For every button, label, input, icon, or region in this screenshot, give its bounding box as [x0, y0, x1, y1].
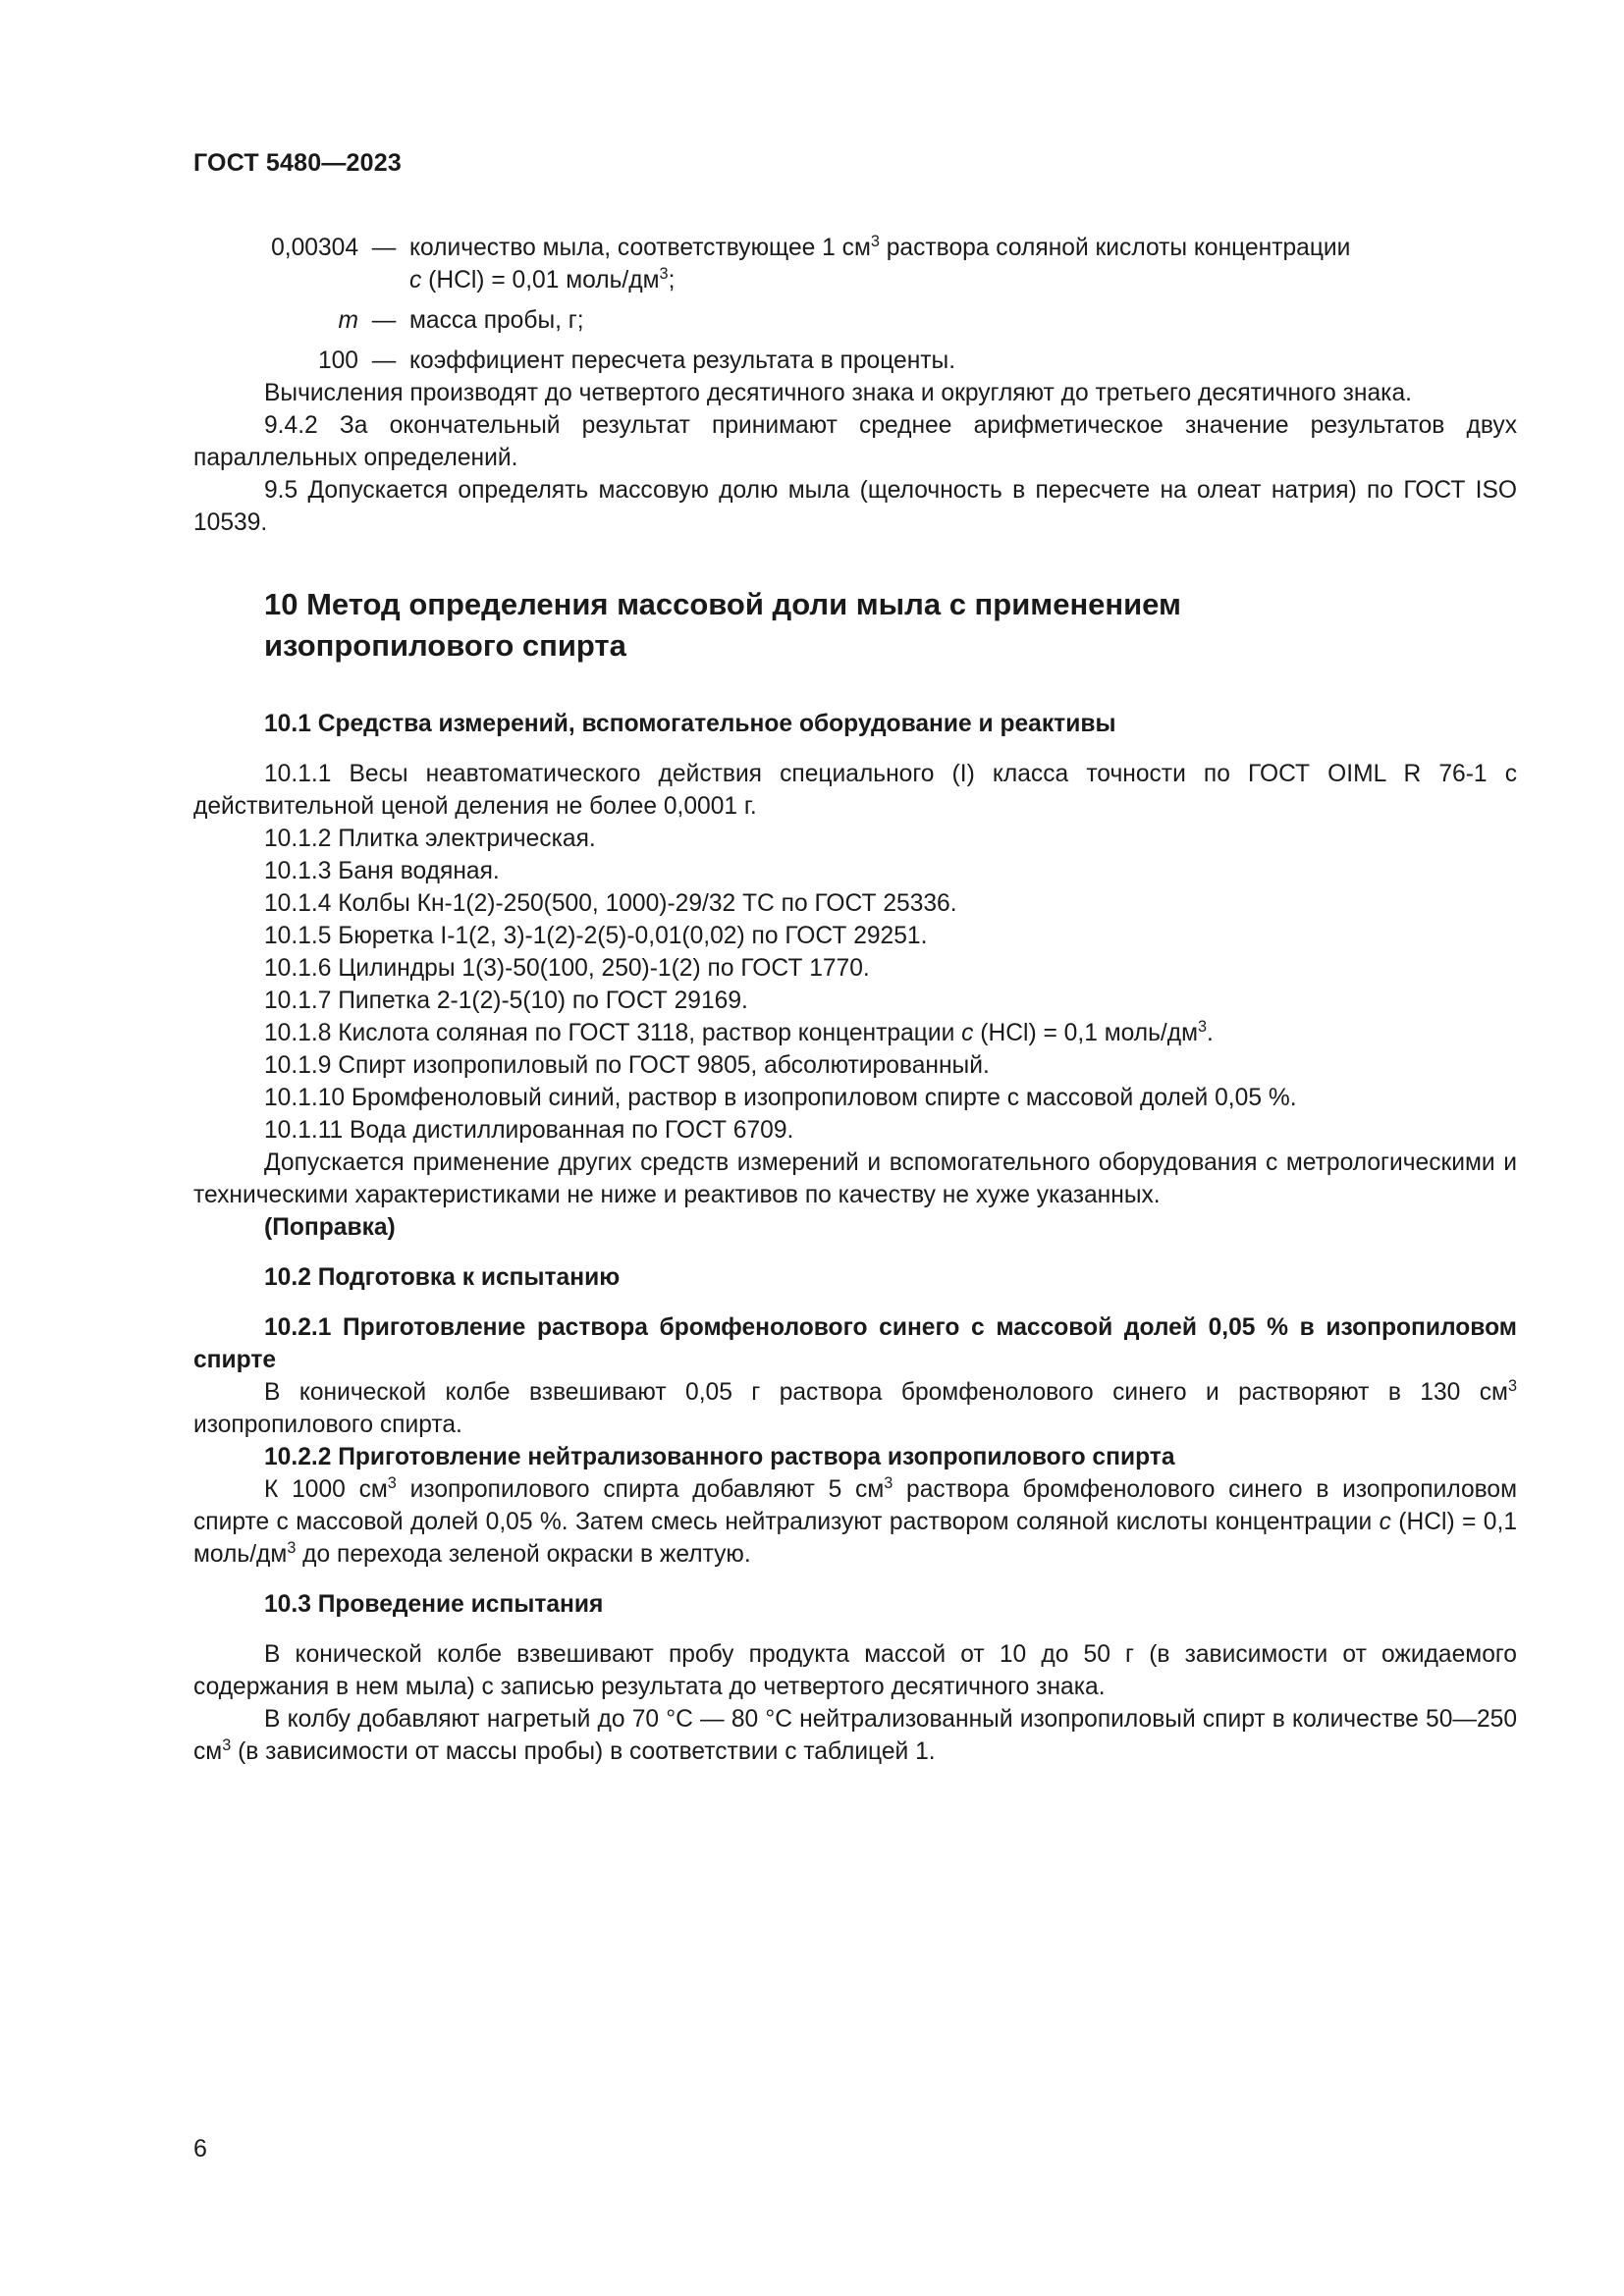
variable-c: c: [409, 267, 422, 294]
paragraph-text: раствора бромфенолового синего в изопропиловом спирте с массовой долей 0,05 %. Затем смесь нейтрализуют раствором соляной кислоты концентрации: [193, 1476, 1518, 1535]
superscript: 3: [659, 264, 669, 283]
paragraph-text: (в зависимости от массы пробы) в соответствии с таблицей 1.: [231, 1738, 936, 1765]
paragraph-allowed: Допускается применение других средств измерений и вспомогательного оборудования с метрологическими и техническими характеристиками не ниже и реактивов по качеству не хуже указанных.: [193, 1149, 1517, 1208]
paragraph-text: изопропилового спирта добавляют 5 см: [396, 1476, 885, 1503]
legend-dash: —: [371, 307, 397, 334]
paragraph-10-3-1: В конической колбе взвешивают пробу продукта массой от 10 до 50 г (в зависимости от ожидаемого содержания в нем мыла) с записью результата до четвертого десятичного знака.: [193, 1641, 1517, 1700]
legend-text: раствора соляной кислоты концентрации: [879, 235, 1351, 261]
superscript: 3: [387, 1473, 397, 1492]
paragraph-9-5: 9.5 Допускается определять массовую долю мыла (щелочность в пересчете на олеат натрия) по ГОСТ ISO 10539.: [193, 477, 1517, 536]
subsection-10-1-title: 10.1 Средства измерений, вспомогательное оборудование и реактивы: [264, 711, 1116, 737]
item-text: .: [1207, 1020, 1214, 1046]
page-content: [193, 232, 1517, 1768]
subsection-10-2-1-title: 10.2.1 Приготовление раствора бромфенолового синего с массовой долей 0,05 % в изопропиловом спирте: [193, 1314, 1517, 1373]
document-header: ГОСТ 5480—2023: [193, 149, 402, 177]
legend-definition: [409, 232, 1517, 296]
list-item: 10.1.5 Бюретка I-1(2, 3)-1(2)-2(5)-0,01(0,02) по ГОСТ 29251.: [264, 923, 928, 949]
list-item: 10.1.3 Баня водяная.: [264, 858, 500, 884]
variable-c: c: [961, 1020, 974, 1046]
item-text: (HCl) = 0,1 моль/дм: [973, 1020, 1199, 1046]
variable-c: c: [1379, 1509, 1391, 1535]
superscript: 3: [870, 232, 880, 250]
legend-dash: —: [371, 347, 397, 374]
list-item: 10.1.4 Колбы Кн-1(2)-250(500, 1000)-29/32 ТС по ГОСТ 25336.: [264, 890, 957, 917]
superscript: 3: [222, 1735, 232, 1754]
superscript: 3: [1507, 1376, 1517, 1395]
paragraph-text: В конической колбе взвешивают 0,05 г раствора бромфенолового синего и растворяют в 130 см: [264, 1379, 1508, 1406]
paragraph-text: К 1000 см: [264, 1476, 388, 1503]
legend-symbol: 100: [317, 347, 358, 374]
correction-note: (Поправка): [264, 1214, 396, 1241]
list-item: 10.1.2 Плитка электрическая.: [264, 826, 596, 852]
legend-text: количество мыла, соответствующее 1 см: [409, 235, 871, 261]
subsection-10-2-title: 10.2 Подготовка к испытанию: [264, 1264, 621, 1291]
list-item: 10.1.1 Весы неавтоматического действия специального (I) класса точности по ГОСТ OIML R 76-1 с действительной ценой деления не более 0,0001 г.: [193, 761, 1517, 820]
page-number: 6: [193, 2135, 207, 2163]
legend-definition: коэффициент пересчета результата в проценты.: [409, 347, 956, 374]
list-item: 10.1.11 Вода дистиллированная по ГОСТ 6709.: [264, 1117, 794, 1144]
legend-symbol: 0,00304: [271, 235, 358, 261]
superscript: 3: [287, 1538, 297, 1557]
superscript: 3: [1198, 1017, 1208, 1036]
list-item: 10.1.9 Спирт изопропиловый по ГОСТ 9805, абсолютированный.: [264, 1052, 990, 1079]
subsection-10-3-title: 10.3 Проведение испытания: [264, 1591, 604, 1618]
superscript: 3: [884, 1473, 893, 1492]
subsection-10-2-2-title: 10.2.2 Приготовление нейтрализованного раствора изопропилового спирта: [264, 1444, 1175, 1470]
list-item: 10.1.7 Пипетка 2-1(2)-5(10) по ГОСТ 29169.: [264, 988, 748, 1014]
legend-text: (HCl) = 0,01 моль/дм: [421, 267, 660, 294]
item-text: 10.1.8 Кислота соляная по ГОСТ 3118, раствор концентрации: [264, 1020, 962, 1046]
paragraph-10-2-1: [193, 1376, 1517, 1441]
legend-dash: —: [371, 235, 397, 261]
section-10-title: 10 Метод определения массовой доли мыла с применением изопропилового спирта: [264, 587, 1181, 663]
legend-symbol: m: [338, 307, 358, 334]
paragraph-text: до перехода зеленой окраски в желтую.: [296, 1541, 751, 1568]
paragraph-text: изопропилового спирта.: [193, 1412, 462, 1438]
paragraph-text: (HCl) = 0,1 моль/дм: [193, 1509, 1517, 1568]
list-item: 10.1.6 Цилиндры 1(3)-50(100, 250)-1(2) по ГОСТ 1770.: [264, 955, 870, 982]
paragraph-calc: Вычисления производят до четвертого десятичного знака и округляют до третьего десятичного знака.: [264, 380, 1412, 406]
legend-text: ;: [668, 267, 676, 294]
list-item: 10.1.10 Бромфеноловый синий, раствор в изопропиловом спирте с массовой долей 0,05 %.: [264, 1085, 1297, 1111]
formula-legend: [193, 232, 1517, 377]
paragraph-10-3-2: [193, 1703, 1517, 1768]
legend-definition: масса пробы, г;: [409, 307, 584, 334]
paragraph-9-4-2: 9.4.2 За окончательный результат принимают среднее арифметическое значение результатов двух параллельных определений.: [193, 412, 1517, 471]
list-item: [193, 1017, 1517, 1049]
paragraph-text: В колбу добавляют нагретый до 70 °С — 80 °С нейтрализованный изопропиловый спирт в количестве 50—250 см: [193, 1706, 1517, 1765]
paragraph-10-2-2: [193, 1473, 1517, 1571]
